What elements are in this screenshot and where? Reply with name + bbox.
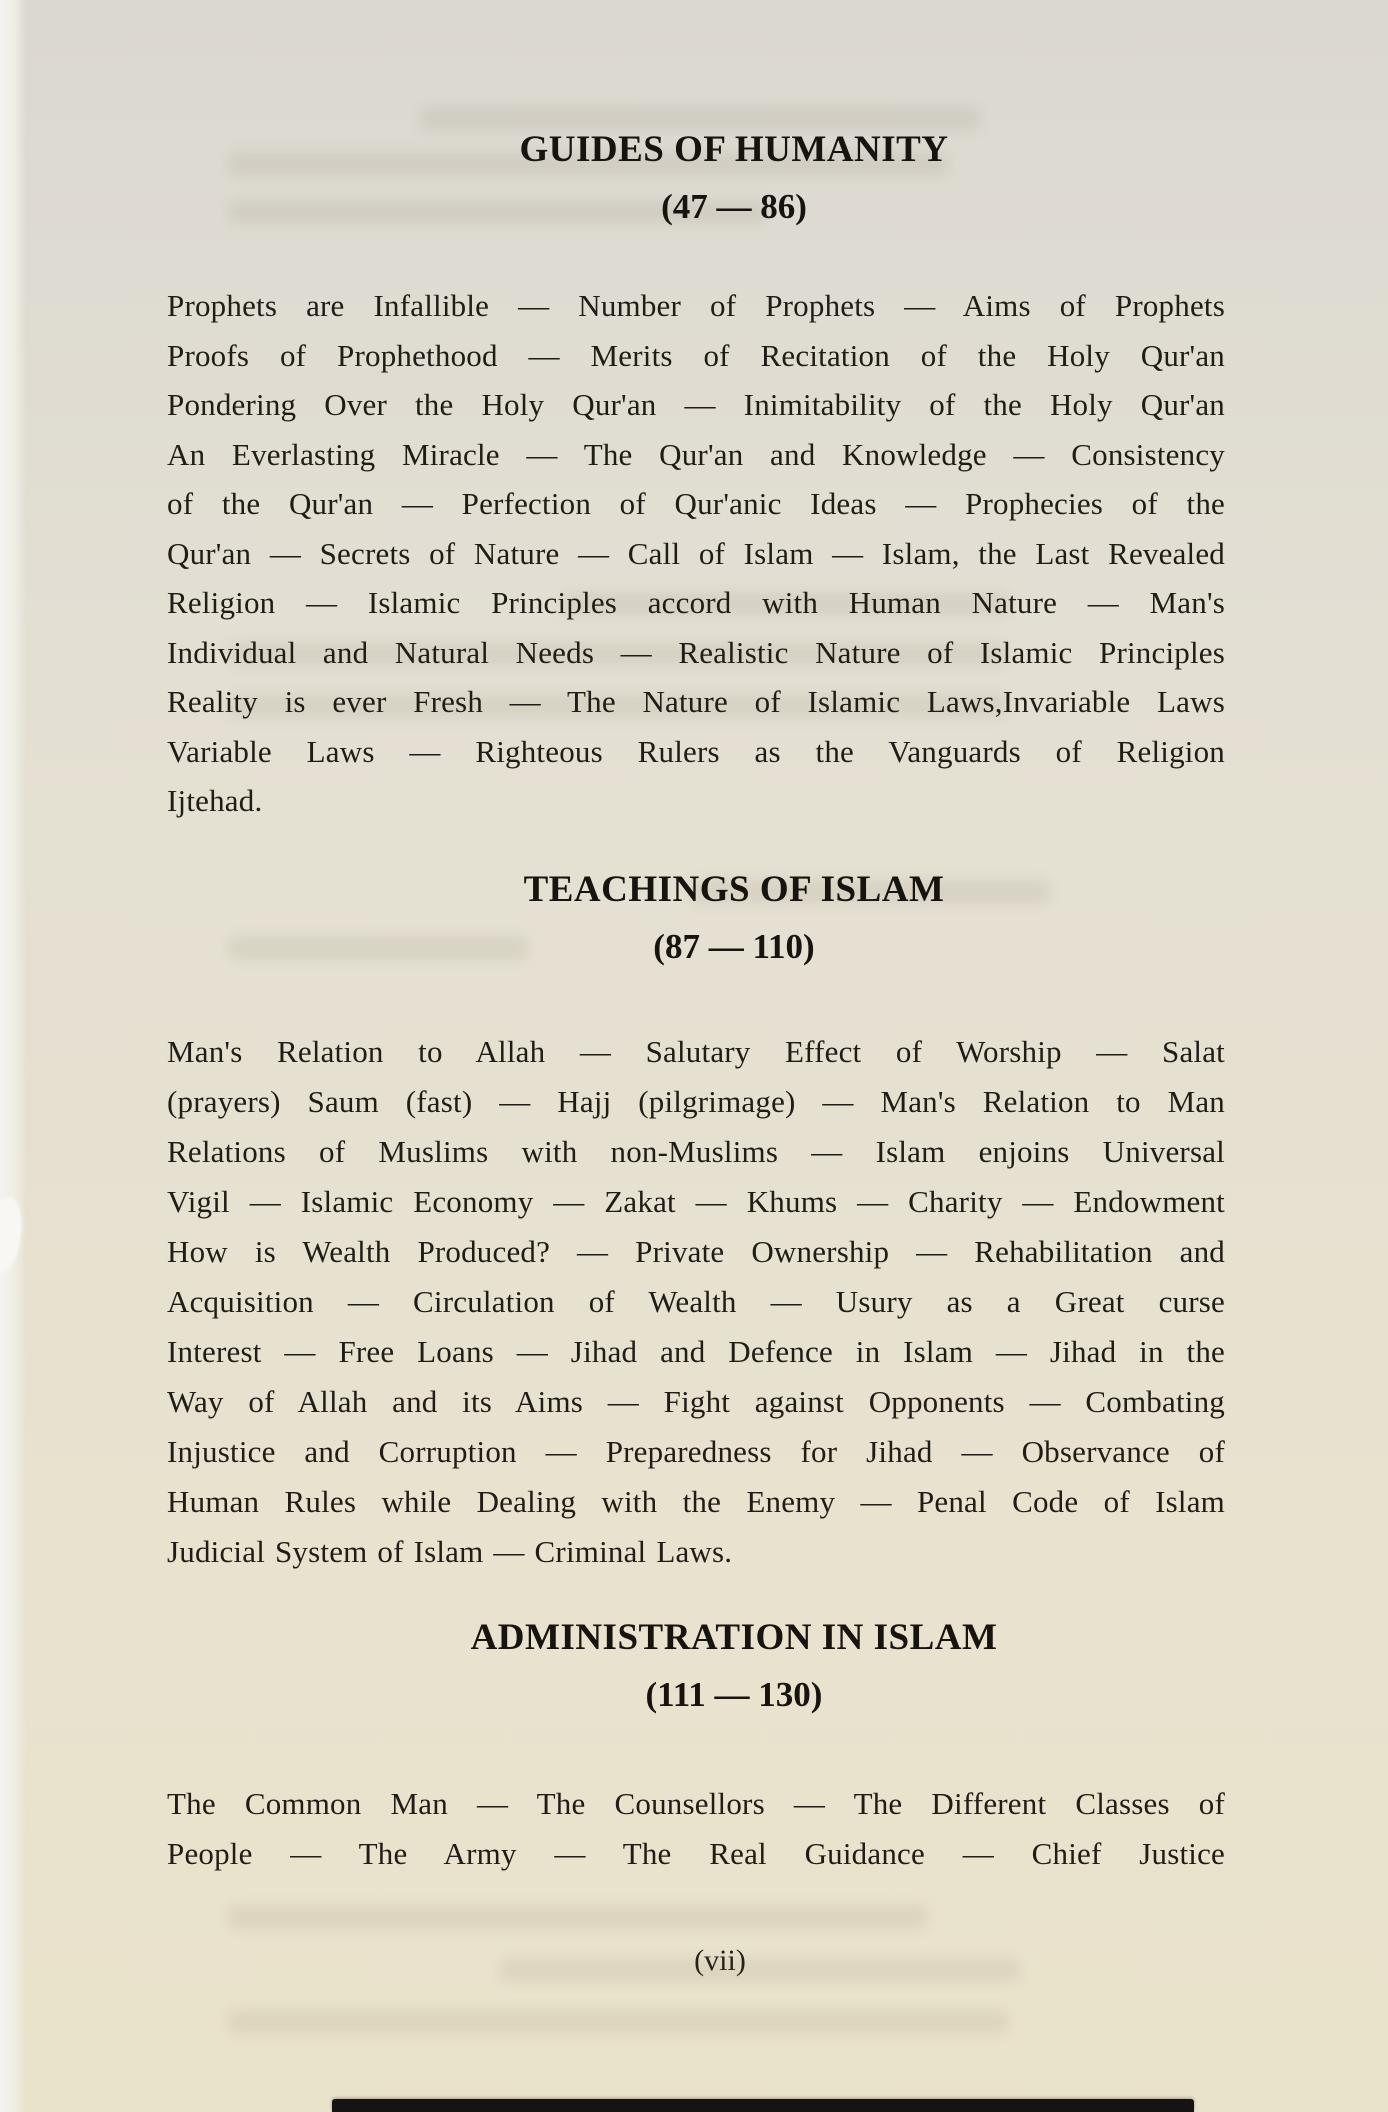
section-page-range: (87 — 110) (653, 927, 815, 966)
topic-line: Proofs of Prophethood — Merits of Recitation of the Holy Qur'an (167, 337, 1225, 373)
topic-line: Acquisition — Circulation of Wealth — Usury as a Great curse (167, 1284, 1225, 1319)
showthrough-smudge (420, 106, 980, 130)
section-title: GUIDES OF HUMANITY (519, 129, 949, 170)
topic-line: Ijtehad. (167, 783, 263, 818)
topic-line: Prophets are Infallible — Number of Prophets — Aims of Prophets (167, 288, 1225, 323)
showthrough-smudge (228, 1905, 928, 1929)
topic-line: The Common Man — The Counsellors — The Different Classes of (167, 1786, 1225, 1821)
topic-line: An Everlasting Miracle — The Qur'an and Knowledge — Consistency (167, 436, 1225, 472)
topic-line: Way of Allah and its Aims — Fight against Opponents — Combating (167, 1384, 1225, 1419)
topic-line: Interest — Free Loans — Jihad and Defence in Islam — Jihad in the (167, 1334, 1225, 1369)
toc-section-guides-of-humanity (167, 128, 1225, 826)
topic-line: How is Wealth Produced? — Private Ownership — Rehabilitation and (167, 1234, 1225, 1269)
showthrough-smudge (228, 2010, 1008, 2034)
section-title: TEACHINGS OF ISLAM (523, 869, 945, 910)
page-left-edge (0, 0, 26, 2112)
topic-line: Vigil — Islamic Economy — Zakat — Khums — Charity — Endowment (167, 1184, 1225, 1219)
topic-line: (prayers) Saum (fast) — Hajj (pilgrimage) — Man's Relation to Man (167, 1084, 1225, 1119)
topic-line: Judicial System of Islam — Criminal Laws. (167, 1534, 733, 1569)
page-number: (vii) (694, 1944, 746, 1977)
topic-line: Relations of Muslims with non-Muslims — Islam enjoins Universal (167, 1134, 1225, 1169)
section-page-range: (47 — 86) (661, 187, 807, 226)
topic-line: Individual and Natural Needs — Realistic Nature of Islamic Principles (167, 634, 1225, 670)
topic-line: Qur'an — Secrets of Nature — Call of Islam — Islam, the Last Revealed (167, 535, 1225, 571)
topic-line: Variable Laws — Righteous Rulers as the Vanguards of Religion (167, 733, 1225, 769)
topic-line: Man's Relation to Allah — Salutary Effect of Worship — Salat (167, 1034, 1225, 1069)
section-page-range: (111 — 130) (645, 1675, 823, 1714)
topic-line: Religion — Islamic Principles accord with Human Nature — Man's (167, 585, 1225, 620)
topic-line: of the Qur'an — Perfection of Qur'anic Ideas — Prophecies of the (167, 486, 1225, 521)
section-topics (167, 1027, 1225, 1577)
topic-line: Reality is ever Fresh — The Nature of Islamic Laws,Invariable Laws (167, 684, 1225, 719)
scan-bottom-edge (332, 2099, 1194, 2112)
toc-section-administration-in-islam (167, 1616, 1225, 1879)
section-topics (167, 1779, 1225, 1879)
topic-line: Human Rules while Dealing with the Enemy — Penal Code of Islam (167, 1484, 1225, 1519)
section-title: ADMINISTRATION IN ISLAM (470, 1617, 998, 1658)
toc-section-teachings-of-islam (167, 868, 1225, 1577)
topic-line: People — The Army — The Real Guidance — Chief Justice (167, 1836, 1225, 1871)
section-topics (167, 281, 1225, 826)
topic-line: Pondering Over the Holy Qur'an — Inimitability of the Holy Qur'an (167, 387, 1225, 422)
topic-line: Injustice and Corruption — Preparedness for Jihad — Observance of (167, 1434, 1225, 1469)
